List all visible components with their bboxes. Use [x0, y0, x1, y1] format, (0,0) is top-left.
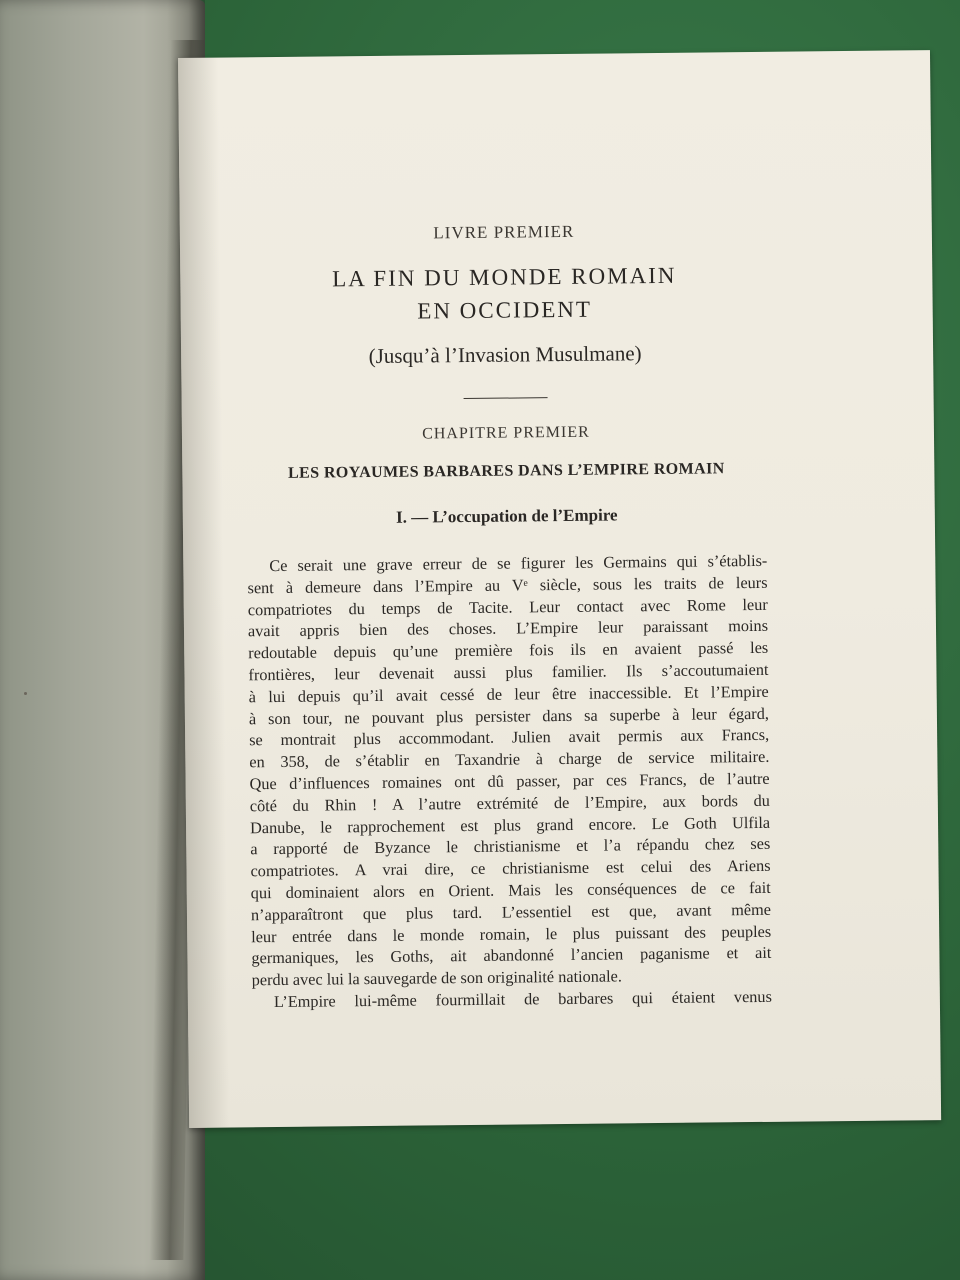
body-line: Danube, le rapprochement est plus grand encore. Le Goth Ulfila: [249, 812, 771, 837]
body-line: frontières, leur devenait aussi plus familier. Ils s’accoutumaient: [248, 659, 769, 685]
chapter-title: LES ROYAUMES BARBARES DANS L’EMPIRE ROMAIN: [287, 460, 725, 482]
title-line: EN OCCIDENT: [417, 296, 593, 324]
body-line: Ce serait une grave erreur de se figurer les Germains qui s’établis-: [269, 550, 768, 576]
body-line: se montrait plus accommodant. Julien avait permis aux Francs,: [249, 725, 770, 750]
main-title: [244, 258, 765, 329]
body-line: qui dominaient alors en Orient. Mais les conséquences de ce fait: [250, 877, 771, 903]
body-line: en 358, de s’établir en Taxandrie à charge de service militaire.: [249, 747, 770, 772]
body-line: compatriotes du temps de Tacite. Leur contact avec Rome leur: [247, 594, 768, 619]
speck: [24, 692, 27, 695]
divider-rule: [464, 397, 548, 399]
body-line: avait appris bien des choses. L’Empire leur paraissant moins: [247, 616, 769, 641]
body-text: [247, 550, 772, 1013]
body-line: à lui depuis qu’il avait cessé de leur être inaccessible. Et l’Empire: [248, 681, 769, 707]
right-page: [178, 50, 941, 1128]
title-line: LA FIN DU MONDE ROMAIN: [332, 262, 677, 292]
chapter-label: CHAPITRE PREMIER: [422, 423, 590, 443]
body-line: n’apparaîtront que plus tard. L’essentiel est que, avant même: [250, 899, 772, 925]
body-line: côté du Rhin ! A l’autre extrémité de l’Empire, aux bords du: [249, 790, 770, 816]
body-line: leur entrée dans le monde romain, le plus puissant des peuples: [251, 921, 772, 946]
body-line: Que d’influences romaines ont dû passer, par ces Francs, de l’autre: [249, 768, 770, 794]
body-line: L’Empire lui-même fourmillait de barbares qui étaient venus: [273, 986, 772, 1011]
subtitle: (Jusqu’à l’Invasion Musulmane): [368, 341, 642, 369]
body-line: a rapporté de Byzance le christianisme et l’a répandu chez ses: [250, 834, 771, 859]
body-line: germaniques, les Goths, ait abandonné l’ancien paganisme et ait: [251, 943, 772, 968]
body-line: à son tour, ne pouvant plus persister dans sa superbe à leur égard,: [248, 703, 769, 728]
book-label: LIVRE PREMIER: [433, 221, 575, 243]
body-line: sent à demeure dans l’Empire au Vᵉ siècle, sous les traits de leurs: [247, 572, 768, 598]
body-line: compatriotes. A vrai dire, ce christianisme est celui des Ariens: [250, 855, 771, 881]
section-title: I. — L’occupation de l’Empire: [395, 505, 618, 527]
page-content: [244, 220, 772, 1013]
body-line: perdu avec lui la sauvegarde de son originalité nationale.: [251, 966, 623, 990]
body-line: redoutable depuis qu’une première fois ils en avaient passé les: [248, 638, 769, 663]
